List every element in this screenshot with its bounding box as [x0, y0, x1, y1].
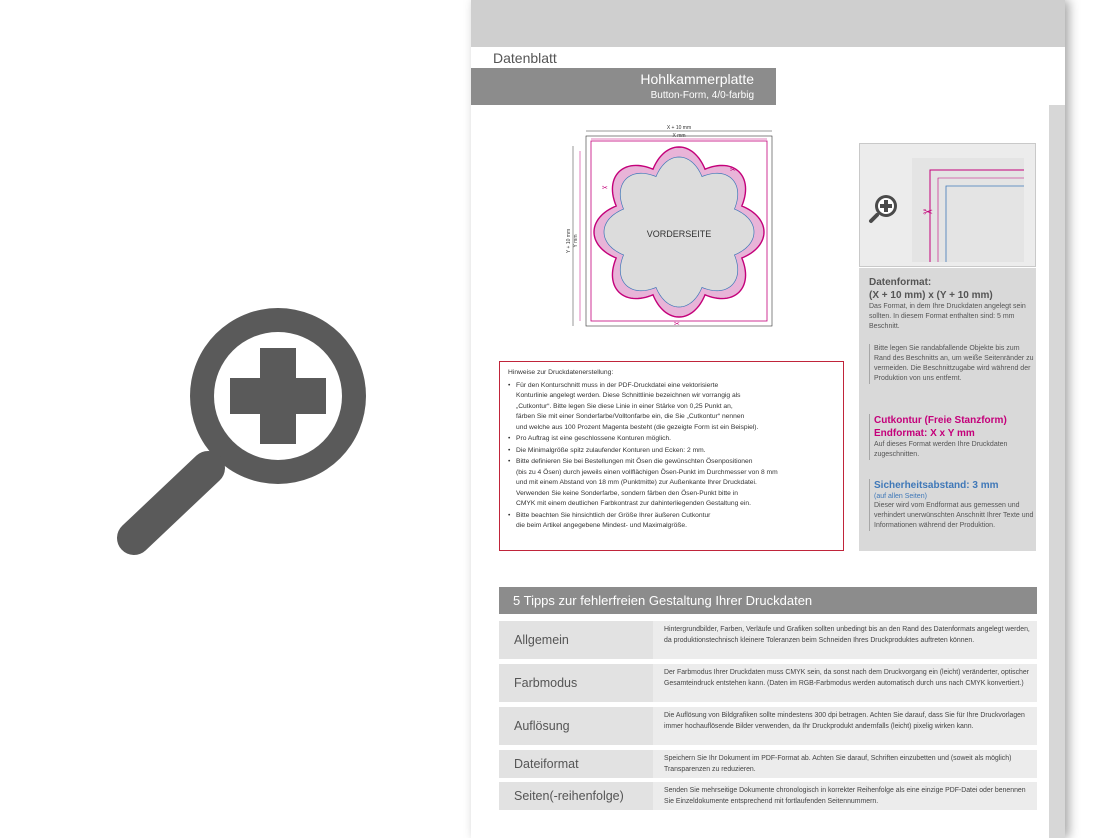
zoom-in-icon[interactable]: [871, 195, 897, 221]
hints-heading: Hinweise zur Druckdatenerstellung:: [508, 369, 614, 376]
tip-row: [499, 750, 1037, 778]
tip-text: Hintergrundbilder, Farben, Verläufe und Grafiken sollten unbedingt bis an den Rand des Datenformats angelegt werden, da produktionstechnisch kleinere Toleranzen beim Schneiden Ihres Druckproduktes auftreten können.: [664, 626, 1030, 644]
datenformat-block: [869, 276, 1033, 332]
hint-item: • Die Minimalgröße spitz zulaufender Konturen und Ecken: 2 mm.: [508, 446, 835, 457]
beschnitt-block: [869, 344, 1038, 384]
beschnitt-text: Bitte legen Sie randabfallende Objekte bis zum Rand des Beschnitts an, um weiße Seitenränder zu vermeiden. Die Beschnittzugabe wird während der Produktion von uns entfernt.: [874, 345, 1034, 382]
hint-item: • Für den Konturschnitt muss in der PDF-Druckdatei eine vektorisierte Konturlinie angelegt werden. Diese Schnittlinie bezeichnen wir vorrangig als „Cutkontur“. Bitte legen Sie diese Linie in einer Stärke von 0,25 Punkt an, färben Sie mit einer Sonderfarbe/Volltonfarbe ein, die Sie „Cutkontur“ nennen und welche aus 100 Prozent Magenta besteht (die gezeigte Form ist ein Beispiel).: [508, 381, 835, 434]
hints-box: [499, 361, 844, 551]
sicherheit-sub: (auf allen Seiten): [874, 493, 927, 500]
sheet-title: Hohlkammerplatte: [640, 71, 754, 87]
scissors-icon: ✂: [923, 205, 934, 219]
sicherheit-text: Dieser wird vom Endformat aus gemessen und verhindert unerwünschten Anschnitt Ihrer Texte und Informationen während der Produktion.: [874, 502, 1034, 529]
dim-y-inner: Y mm: [573, 234, 579, 248]
tip-text: Speichern Sie Ihr Dokument im PDF-Format ab. Achten Sie darauf, Schriften einzubetten und (soweit als möglich) Transparenzen zu reduzieren.: [664, 755, 1012, 773]
tips-header: 5 Tipps zur fehlerfreien Gestaltung Ihrer Druckdaten: [499, 587, 1037, 614]
hints-list: [508, 381, 835, 532]
datenformat-text: Das Format, in dem Ihre Druckdaten angelegt sein sollten. In diesem Format enthalten sind: 5 mm Beschnitt.: [869, 303, 1026, 330]
format-info-panel: [859, 268, 1036, 551]
cutkontur-heading: Cutkontur (Freie Stanzform): [874, 415, 1007, 426]
sheet-title-bar: [471, 68, 776, 105]
tip-row: [499, 621, 1037, 659]
format-diagram: [558, 120, 788, 335]
dim-y-outer: Y + 10 mm: [566, 228, 572, 254]
bleed-preview-graphic: [860, 144, 1035, 266]
sheet-tab-label: Datenblatt: [471, 47, 591, 69]
hint-item: • Bitte beachten Sie hinsichtlich der Größe Ihrer äußeren Cutkontur die beim Artikel angegebene Mindest- und Maximalgröße.: [508, 511, 835, 532]
datenformat-value: (X + 10 mm) x (Y + 10 mm): [869, 290, 993, 301]
tip-row: [499, 707, 1037, 745]
endformat-heading: Endformat: X x Y mm: [874, 428, 975, 439]
datenformat-heading: Datenformat:: [869, 277, 932, 288]
tip-label: Auflösung: [499, 707, 653, 745]
tip-label: Allgemein: [499, 621, 653, 659]
tip-row: [499, 664, 1037, 702]
sheet-top-band: [471, 0, 1065, 47]
sheet-subtitle: Button-Form, 4/0-farbig: [650, 90, 754, 101]
diagram-center-label: VORDERSEITE: [646, 229, 712, 239]
sicherheit-heading: Sicherheitsabstand: 3 mm: [874, 480, 999, 491]
scissors-icon: ✂: [730, 167, 736, 174]
hint-item: • Pro Auftrag ist eine geschlossene Konturen möglich.: [508, 434, 835, 445]
endformat-text: Auf dieses Format werden Ihre Druckdaten zugeschnitten.: [874, 441, 1008, 458]
tip-label: Seiten(-reihenfolge): [499, 782, 653, 810]
scissors-icon: ✂: [674, 321, 680, 328]
tip-label: Farbmodus: [499, 664, 653, 702]
tip-text: Die Auflösung von Bildgrafiken sollte mindestens 300 dpi betragen. Achten Sie darauf, dass Sie für Ihre Druckvorlagen immer hochauflösende Bilder verwenden, da Ihr Druckprodukt andernfalls (leicht) pixelig wirken kann.: [664, 712, 1025, 730]
dim-x-outer: X + 10 mm: [666, 125, 692, 131]
bleed-preview: [859, 143, 1036, 267]
hint-item: • Bitte definieren Sie bei Bestellungen mit Ösen die gewünschten Ösenpositionen (bis zu 4 Ösen) durch jeweils einen vollflächigen Ösen-Punkt im Durchmesser von 8 mm und mit einem Abstand von 18 mm (Punktmitte) zur Außenkante Ihrer Druckdatei. Verwenden Sie keine Sonderfarbe, sondern färben den Ösen-Punkt bitte in CMYK mit einem deutlichen Farbkontrast zur dahinterliegenden Gestaltung ein.: [508, 457, 835, 510]
tip-label: Dateiformat: [499, 750, 653, 778]
tip-text: Senden Sie mehrseitige Dokumente chronologisch in korrekter Reihenfolge als eine einzige PDF-Datei oder benennen Sie Einzeldokumente entsprechend mit fortlaufenden Seitennummern.: [664, 787, 1026, 805]
scissors-icon: ✂: [602, 185, 608, 192]
tip-row: [499, 782, 1037, 810]
tip-text: Der Farbmodus Ihrer Druckdaten muss CMYK sein, da sonst nach dem Druckvorgang ein (leicht) veränderter, optischer Gesamteindruck entstehen kann. (Daten im RGB-Farbmodus werden automatisch durch uns nach CMYK konvertiert.): [664, 669, 1029, 687]
sicherheit-block: [869, 479, 1038, 531]
zoom-in-icon[interactable]: [100, 290, 390, 570]
cutkontur-block: [869, 414, 1038, 460]
dim-x-inner: X mm: [672, 133, 686, 139]
